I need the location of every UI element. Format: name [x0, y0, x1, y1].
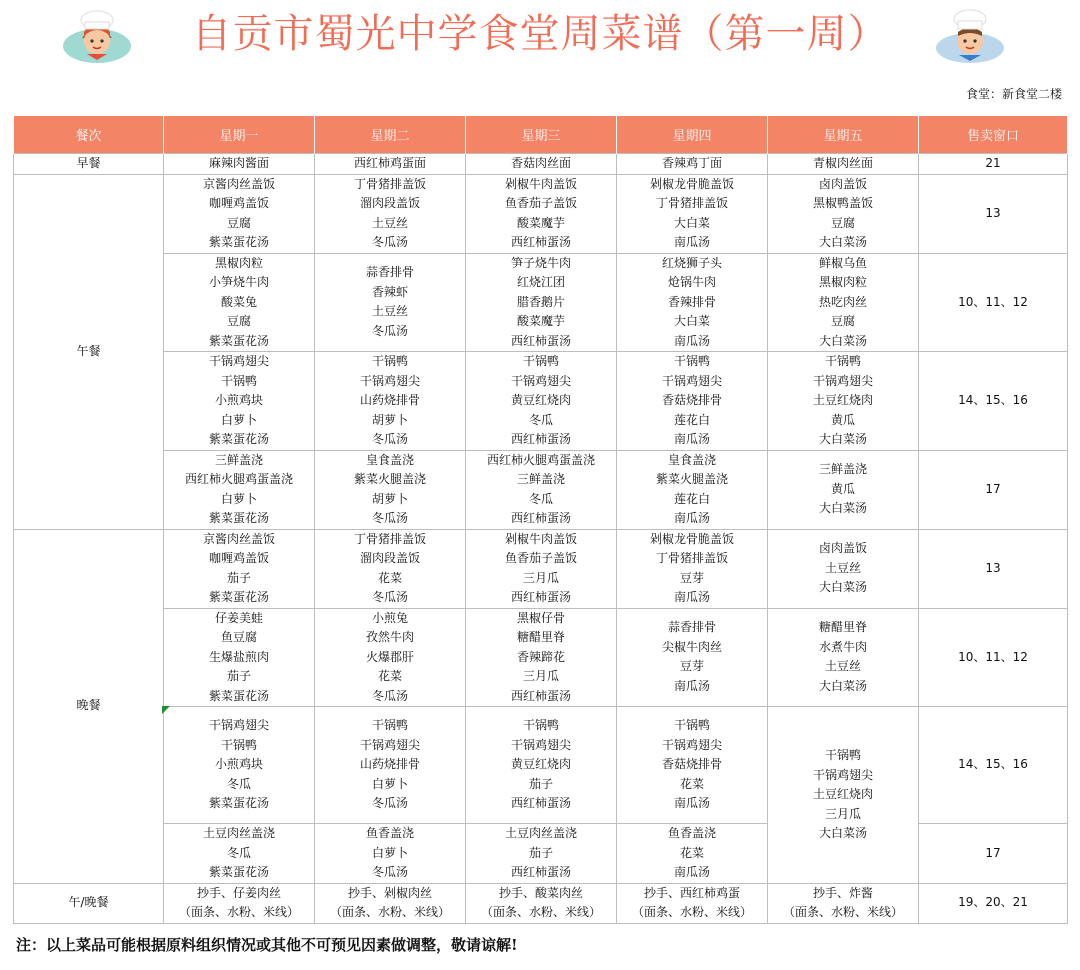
window-cell: 13	[919, 529, 1068, 608]
dish-item: 鱼香茄子盖饭	[504, 551, 577, 565]
dish-item: 黑椒仔骨	[516, 610, 565, 625]
dish-item: 剁椒龙骨脆盖饭	[649, 531, 734, 546]
meal-cell	[14, 154, 164, 175]
dish-item: 茄子	[226, 570, 251, 585]
lunch-dinner-row	[14, 883, 1068, 923]
dish-item: 干锅鸭	[522, 354, 559, 368]
cell-monday	[164, 154, 315, 175]
dish-item: 花菜	[679, 845, 704, 860]
cell-wednesday	[466, 154, 617, 175]
dish-item: 大白菜汤	[818, 333, 867, 348]
dish-item: 豆腐	[830, 215, 855, 230]
dish-item: 山药烧排骨	[359, 757, 420, 772]
header-friday: 星期五	[768, 116, 919, 154]
dish-item: 香菇肉丝面	[510, 156, 571, 170]
dish-item: 大白菜	[673, 314, 710, 328]
dish-item: 干锅鸡翅尖	[661, 737, 722, 752]
dish-item: 蒜香排骨	[365, 265, 414, 280]
comment-marker-icon	[162, 706, 170, 714]
window-cell: 10、11、12	[919, 253, 1068, 352]
dish-item: 南瓜汤	[673, 511, 710, 525]
dish-item: 仔姜美蛙	[214, 610, 263, 625]
cell-wednesday	[466, 450, 617, 529]
cell-monday	[164, 174, 315, 253]
dish-item: 白萝卜	[371, 776, 408, 791]
dish-item: 干锅鸭	[220, 373, 257, 388]
dish-item: 土豆丝	[824, 659, 861, 674]
dish-item: 花菜	[377, 570, 402, 585]
dish-item: 水煮牛肉	[818, 639, 867, 654]
dish-item: 黄豆红烧肉	[510, 757, 571, 772]
dish-item: 白萝卜	[371, 845, 408, 860]
cell-thursday	[617, 174, 768, 253]
dish-item: 干锅鸭	[673, 718, 710, 733]
header-window: 售卖窗口	[919, 116, 1068, 154]
chef-boy-avatar-icon	[935, 8, 1005, 64]
dish-item: 生爆盐煎肉	[208, 649, 269, 664]
dish-item: 土豆丝	[371, 215, 408, 230]
dish-item: 鱼豆腐	[220, 630, 257, 644]
dish-item: 干锅鸡翅尖	[208, 718, 269, 733]
dish-item: 丁骨猪排盖饭	[655, 196, 728, 210]
cell-friday	[768, 883, 919, 923]
cell-wednesday	[466, 253, 617, 352]
cell-wednesday	[466, 174, 617, 253]
dish-item: 卤肉盖饭	[818, 176, 867, 191]
dish-item: （面条、水粉、米线）	[782, 905, 903, 919]
dish-item: 冬瓜	[528, 491, 553, 506]
dish-item: 红烧江团	[516, 275, 565, 289]
dish-item: 红烧狮子头	[661, 255, 722, 270]
dish-item: 西红柿火腿鸡蛋盖浇	[486, 452, 595, 467]
dish-item: 溜肉段盖饭	[359, 196, 420, 210]
dish-item: 抄手、剁椒肉丝	[347, 885, 432, 900]
cell-friday	[768, 154, 919, 175]
cell-friday	[768, 529, 919, 608]
cell-friday	[768, 174, 919, 253]
dish-item: 大白菜汤	[818, 501, 867, 516]
dish-item: 西红柿蛋汤	[510, 432, 571, 446]
dish-item: 酸菜魔芋	[516, 215, 565, 230]
breakfast-row	[14, 154, 1068, 175]
dish-item: 干锅鸭	[824, 748, 861, 762]
cell-friday	[768, 450, 919, 529]
cell-tuesday	[315, 174, 466, 253]
dish-item: 豆腐	[830, 314, 855, 328]
header-meal: 餐次	[14, 116, 164, 154]
dish-item: 干锅鸡翅尖	[812, 767, 873, 782]
cell-tuesday	[315, 352, 466, 451]
dish-item: 炝锅牛肉	[667, 275, 716, 289]
dish-item: 紫菜蛋花汤	[208, 796, 269, 811]
dish-item: 南瓜汤	[673, 678, 710, 693]
dish-item: 土豆丝	[371, 304, 408, 319]
dish-item: 冬瓜汤	[371, 511, 408, 525]
header-monday: 星期一	[164, 116, 315, 154]
dish-item: 黑椒肉粒	[818, 275, 867, 289]
lunch-row	[14, 174, 1068, 253]
meal-cell	[14, 174, 164, 529]
dish-item: 京酱肉丝盖饭	[202, 531, 275, 546]
meal-cell	[14, 883, 164, 923]
dish-item: 南瓜汤	[673, 432, 710, 446]
dish-item: 紫菜蛋花汤	[208, 511, 269, 525]
dish-item: 干锅鸭	[673, 354, 710, 368]
dish-item: 皇食盖浇	[365, 452, 414, 467]
dish-item: 紫菜蛋花汤	[208, 590, 269, 604]
dish-item: 冬瓜汤	[371, 590, 408, 604]
dish-item: 糖醋里脊	[516, 630, 565, 644]
dish-item: 大白菜汤	[818, 826, 867, 840]
dish-item: 冬瓜汤	[371, 323, 408, 338]
dish-item: 莲花白	[673, 412, 710, 427]
dish-item: 香辣虾	[371, 284, 408, 299]
cell-friday	[768, 253, 919, 352]
cell-wednesday	[466, 608, 617, 707]
dish-item: 咖喱鸡盖饭	[208, 196, 269, 210]
dish-item: 三鲜盖浇	[516, 472, 565, 486]
dish-item: 干锅鸭	[371, 354, 408, 368]
cell-tuesday	[315, 824, 466, 884]
meal-label: 午餐	[76, 343, 101, 358]
meal-cell	[14, 529, 164, 883]
footer-note: 注：以上菜品可能根据原料组织情况或其他不可预见因素做调整，敬请谅解!	[16, 936, 518, 954]
dish-item: 鲜椒乌鱼	[818, 255, 867, 270]
dish-item: 豆腐	[226, 215, 251, 230]
dish-item: （面条、水粉、米线）	[329, 905, 450, 919]
dish-item: 剁椒龙骨脆盖饭	[649, 176, 734, 191]
cell-monday	[164, 529, 315, 608]
lunch-row	[14, 352, 1068, 451]
dish-item: 西红柿蛋汤	[510, 865, 571, 879]
cell-wednesday	[466, 529, 617, 608]
window-cell: 17	[919, 824, 1068, 884]
dish-item: 南瓜汤	[673, 235, 710, 249]
dish-item: 南瓜汤	[673, 796, 710, 811]
lunch-row	[14, 253, 1068, 352]
chef-girl-avatar-icon	[62, 8, 132, 64]
dish-item: 咖喱鸡盖饭	[208, 551, 269, 565]
dish-item: （面条、水粉、米线）	[178, 905, 299, 919]
dish-item: 大白菜汤	[818, 678, 867, 693]
cell-tuesday	[315, 450, 466, 529]
dish-item: 酸菜魔芋	[516, 314, 565, 328]
cell-tuesday	[315, 707, 466, 824]
dish-item: （面条、水粉、米线）	[631, 905, 752, 919]
dish-item: 抄手、西红柿鸡蛋	[643, 885, 740, 900]
dish-item: 山药烧排骨	[359, 393, 420, 407]
dish-item: 腊香鹅片	[516, 294, 565, 309]
cell-thursday	[617, 253, 768, 352]
lunch-row	[14, 450, 1068, 529]
dish-item: 鱼香茄子盖饭	[504, 196, 577, 210]
dish-item: 丁骨猪排盖饭	[353, 531, 426, 546]
cell-thursday	[617, 824, 768, 884]
dish-item: 京酱肉丝盖饭	[202, 176, 275, 191]
dish-item: 南瓜汤	[673, 865, 710, 879]
dish-item: 西红柿蛋汤	[510, 511, 571, 525]
cell-friday	[768, 352, 919, 451]
dish-item: 香菇烧排骨	[661, 393, 722, 407]
dish-item: 冬瓜	[528, 412, 553, 427]
dish-item: 白萝卜	[220, 412, 257, 427]
dish-item: 香辣鸡丁面	[661, 156, 722, 170]
meal-label: 晚餐	[76, 698, 101, 713]
dish-item: 干锅鸡翅尖	[812, 373, 873, 388]
cell-wednesday	[466, 883, 617, 923]
cell-monday	[164, 883, 315, 923]
dish-item: 干锅鸡翅尖	[359, 737, 420, 752]
cell-tuesday	[315, 253, 466, 352]
dish-item: 胡萝卜	[371, 491, 408, 506]
meal-label: 午/晚餐	[68, 895, 109, 910]
dish-item: 花菜	[679, 776, 704, 791]
dish-item: 干锅鸡翅尖	[661, 373, 722, 388]
dish-item: 西红柿蛋汤	[510, 688, 571, 703]
dish-item: （面条、水粉、米线）	[480, 905, 601, 919]
dish-item: 土豆红烧肉	[812, 787, 873, 801]
dish-item: 西红柿蛋汤	[510, 796, 571, 811]
dish-item: 青椒肉丝面	[812, 156, 873, 170]
window-cell: 14、15、16	[919, 352, 1068, 451]
dish-item: 小煎鸡块	[214, 393, 263, 407]
dish-item: 胡萝卜	[371, 412, 408, 427]
dish-item: 南瓜汤	[673, 333, 710, 348]
dish-item: 三月瓜	[522, 669, 559, 683]
cell-wednesday	[466, 707, 617, 824]
window-cell: 19、20、21	[919, 883, 1068, 923]
dish-item: 冬瓜汤	[371, 688, 408, 703]
dish-item: 黑椒鸭盖饭	[812, 196, 873, 210]
dish-item: 西红柿蛋汤	[510, 333, 571, 348]
dish-item: 干锅鸭	[220, 737, 257, 752]
dish-item: 香菇烧排骨	[661, 757, 722, 772]
dinner-row	[14, 707, 1068, 824]
dish-item: 土豆丝	[824, 560, 861, 575]
dish-item: 麻辣肉酱面	[208, 156, 269, 170]
dish-item: 鱼香盖浇	[365, 826, 414, 840]
dish-item: 干锅鸡翅尖	[510, 373, 571, 388]
dish-item: 干锅鸡翅尖	[208, 354, 269, 368]
dish-item: 茄子	[226, 669, 251, 683]
dish-item: 小煎鸡块	[214, 757, 263, 772]
cell-thursday	[617, 707, 768, 824]
dish-item: 紫菜火腿盖浇	[353, 472, 426, 486]
dish-item: 冬瓜	[226, 845, 251, 860]
dish-item: 茄子	[528, 845, 553, 860]
cell-thursday	[617, 154, 768, 175]
dish-item: 土豆肉丝盖浇	[202, 826, 275, 840]
meal-label: 早餐	[76, 156, 101, 170]
cell-tuesday	[315, 608, 466, 707]
dish-item: 黑椒肉粒	[214, 255, 263, 270]
dish-item: 豆芽	[679, 570, 704, 585]
dish-item: 茄子	[528, 776, 553, 791]
dish-item: 尖椒牛肉丝	[661, 639, 722, 654]
dish-item: 丁骨猪排盖饭	[655, 551, 728, 565]
cell-thursday	[617, 529, 768, 608]
header-tuesday: 星期二	[315, 116, 466, 154]
dish-item: 小笋烧牛肉	[208, 275, 269, 289]
dish-item: 黄瓜	[830, 481, 855, 496]
cell-monday	[164, 824, 315, 884]
dish-item: 紫菜蛋花汤	[208, 865, 269, 879]
dish-item: 西红柿火腿鸡蛋盖浇	[184, 472, 293, 486]
header-wednesday: 星期三	[466, 116, 617, 154]
cell-tuesday	[315, 529, 466, 608]
cell-wednesday	[466, 352, 617, 451]
dish-item: 冬瓜汤	[371, 865, 408, 879]
dish-item: 皇食盖浇	[667, 452, 716, 467]
cell-thursday	[617, 883, 768, 923]
dish-item: 紫菜火腿盖浇	[655, 472, 728, 486]
dish-item: 干锅鸡翅尖	[510, 737, 571, 752]
cell-monday	[164, 707, 315, 824]
window-cell: 21	[919, 154, 1068, 175]
dish-item: 土豆肉丝盖浇	[504, 826, 577, 840]
header-row	[14, 116, 1068, 154]
cell-tuesday	[315, 154, 466, 175]
dish-item: 抄手、仔姜肉丝	[196, 885, 281, 900]
window-cell: 14、15、16	[919, 707, 1068, 824]
dish-item: 热吃肉丝	[818, 294, 867, 309]
dish-item: 糖醋里脊	[818, 620, 867, 635]
dish-item: 紫菜蛋花汤	[208, 333, 269, 348]
dish-item: 孜然牛肉	[365, 630, 414, 644]
dish-item: 大白菜汤	[818, 432, 867, 446]
dish-item: 大白菜	[673, 215, 710, 230]
cell-wednesday	[466, 824, 617, 884]
dish-item: 三月瓜	[824, 806, 861, 821]
dish-item: 抄手、酸菜肉丝	[498, 885, 583, 900]
window-cell: 17	[919, 450, 1068, 529]
dish-item: 莲花白	[673, 491, 710, 506]
dish-item: 大白菜汤	[818, 235, 867, 249]
dish-item: 卤肉盖饭	[818, 541, 867, 556]
dish-item: 紫菜蛋花汤	[208, 235, 269, 249]
dish-item: 溜肉段盖饭	[359, 551, 420, 565]
cell-tuesday	[315, 883, 466, 923]
dish-item: 蒜香排骨	[667, 620, 716, 635]
dish-item: 冬瓜汤	[371, 432, 408, 446]
dish-item: 豆芽	[679, 659, 704, 674]
dish-item: 剁椒牛肉盖饭	[504, 176, 577, 191]
cell-monday	[164, 253, 315, 352]
dish-item: 抄手、炸酱	[812, 885, 873, 900]
weekly-menu-table	[13, 116, 1068, 924]
dish-item: 白萝卜	[220, 491, 257, 506]
cell-friday	[768, 707, 919, 884]
dish-item: 冬瓜汤	[371, 235, 408, 249]
window-cell: 13	[919, 174, 1068, 253]
cell-monday	[164, 450, 315, 529]
dish-item: 笋子烧牛肉	[510, 255, 571, 270]
cell-friday	[768, 608, 919, 707]
dish-item: 紫菜蛋花汤	[208, 432, 269, 446]
dish-item: 酸菜兔	[220, 294, 257, 309]
dish-item: 冬瓜汤	[371, 796, 408, 811]
dinner-row	[14, 608, 1068, 707]
header-thursday: 星期四	[617, 116, 768, 154]
page-title: 自贡市蜀光中学食堂周菜谱（第一周）	[191, 11, 889, 57]
dinner-row	[14, 529, 1068, 608]
dish-item: 干锅鸭	[371, 718, 408, 733]
dish-item: 西红柿蛋汤	[510, 235, 571, 249]
dish-item: 南瓜汤	[673, 590, 710, 604]
cell-thursday	[617, 608, 768, 707]
dish-item: 紫菜蛋花汤	[208, 688, 269, 703]
dish-item: 三鲜盖浇	[214, 452, 263, 467]
dish-item: 鱼香盖浇	[667, 826, 716, 840]
dish-item: 火爆郡肝	[365, 649, 414, 664]
cell-thursday	[617, 450, 768, 529]
dish-item: 西红柿蛋汤	[510, 590, 571, 604]
dish-item: 剁椒牛肉盖饭	[504, 531, 577, 546]
dish-item: 花菜	[377, 669, 402, 683]
dish-item: 干锅鸭	[522, 718, 559, 733]
cell-monday	[164, 352, 315, 451]
cell-thursday	[617, 352, 768, 451]
dish-item: 小煎兔	[371, 610, 408, 625]
dish-item: 三月瓜	[522, 570, 559, 585]
dish-item: 豆腐	[226, 314, 251, 328]
dish-item: 大白菜汤	[818, 580, 867, 595]
cell-monday	[164, 608, 315, 707]
dish-item: 西红柿鸡蛋面	[353, 156, 426, 170]
window-cell: 10、11、12	[919, 608, 1068, 707]
dish-item: 干锅鸭	[824, 354, 861, 368]
dish-item: 三鲜盖浇	[818, 462, 867, 477]
dish-item: 香辣蹄花	[516, 649, 565, 664]
dish-item: 土豆红烧肉	[812, 393, 873, 407]
dish-item: 冬瓜	[226, 776, 251, 791]
dish-item: 丁骨猪排盖饭	[353, 176, 426, 191]
dish-item: 香辣排骨	[667, 294, 716, 309]
dish-item: 黄瓜	[830, 412, 855, 427]
canteen-label: 食堂：新食堂二楼	[965, 87, 1062, 101]
dish-item: 干锅鸡翅尖	[359, 373, 420, 388]
dish-item: 黄豆红烧肉	[510, 393, 571, 407]
